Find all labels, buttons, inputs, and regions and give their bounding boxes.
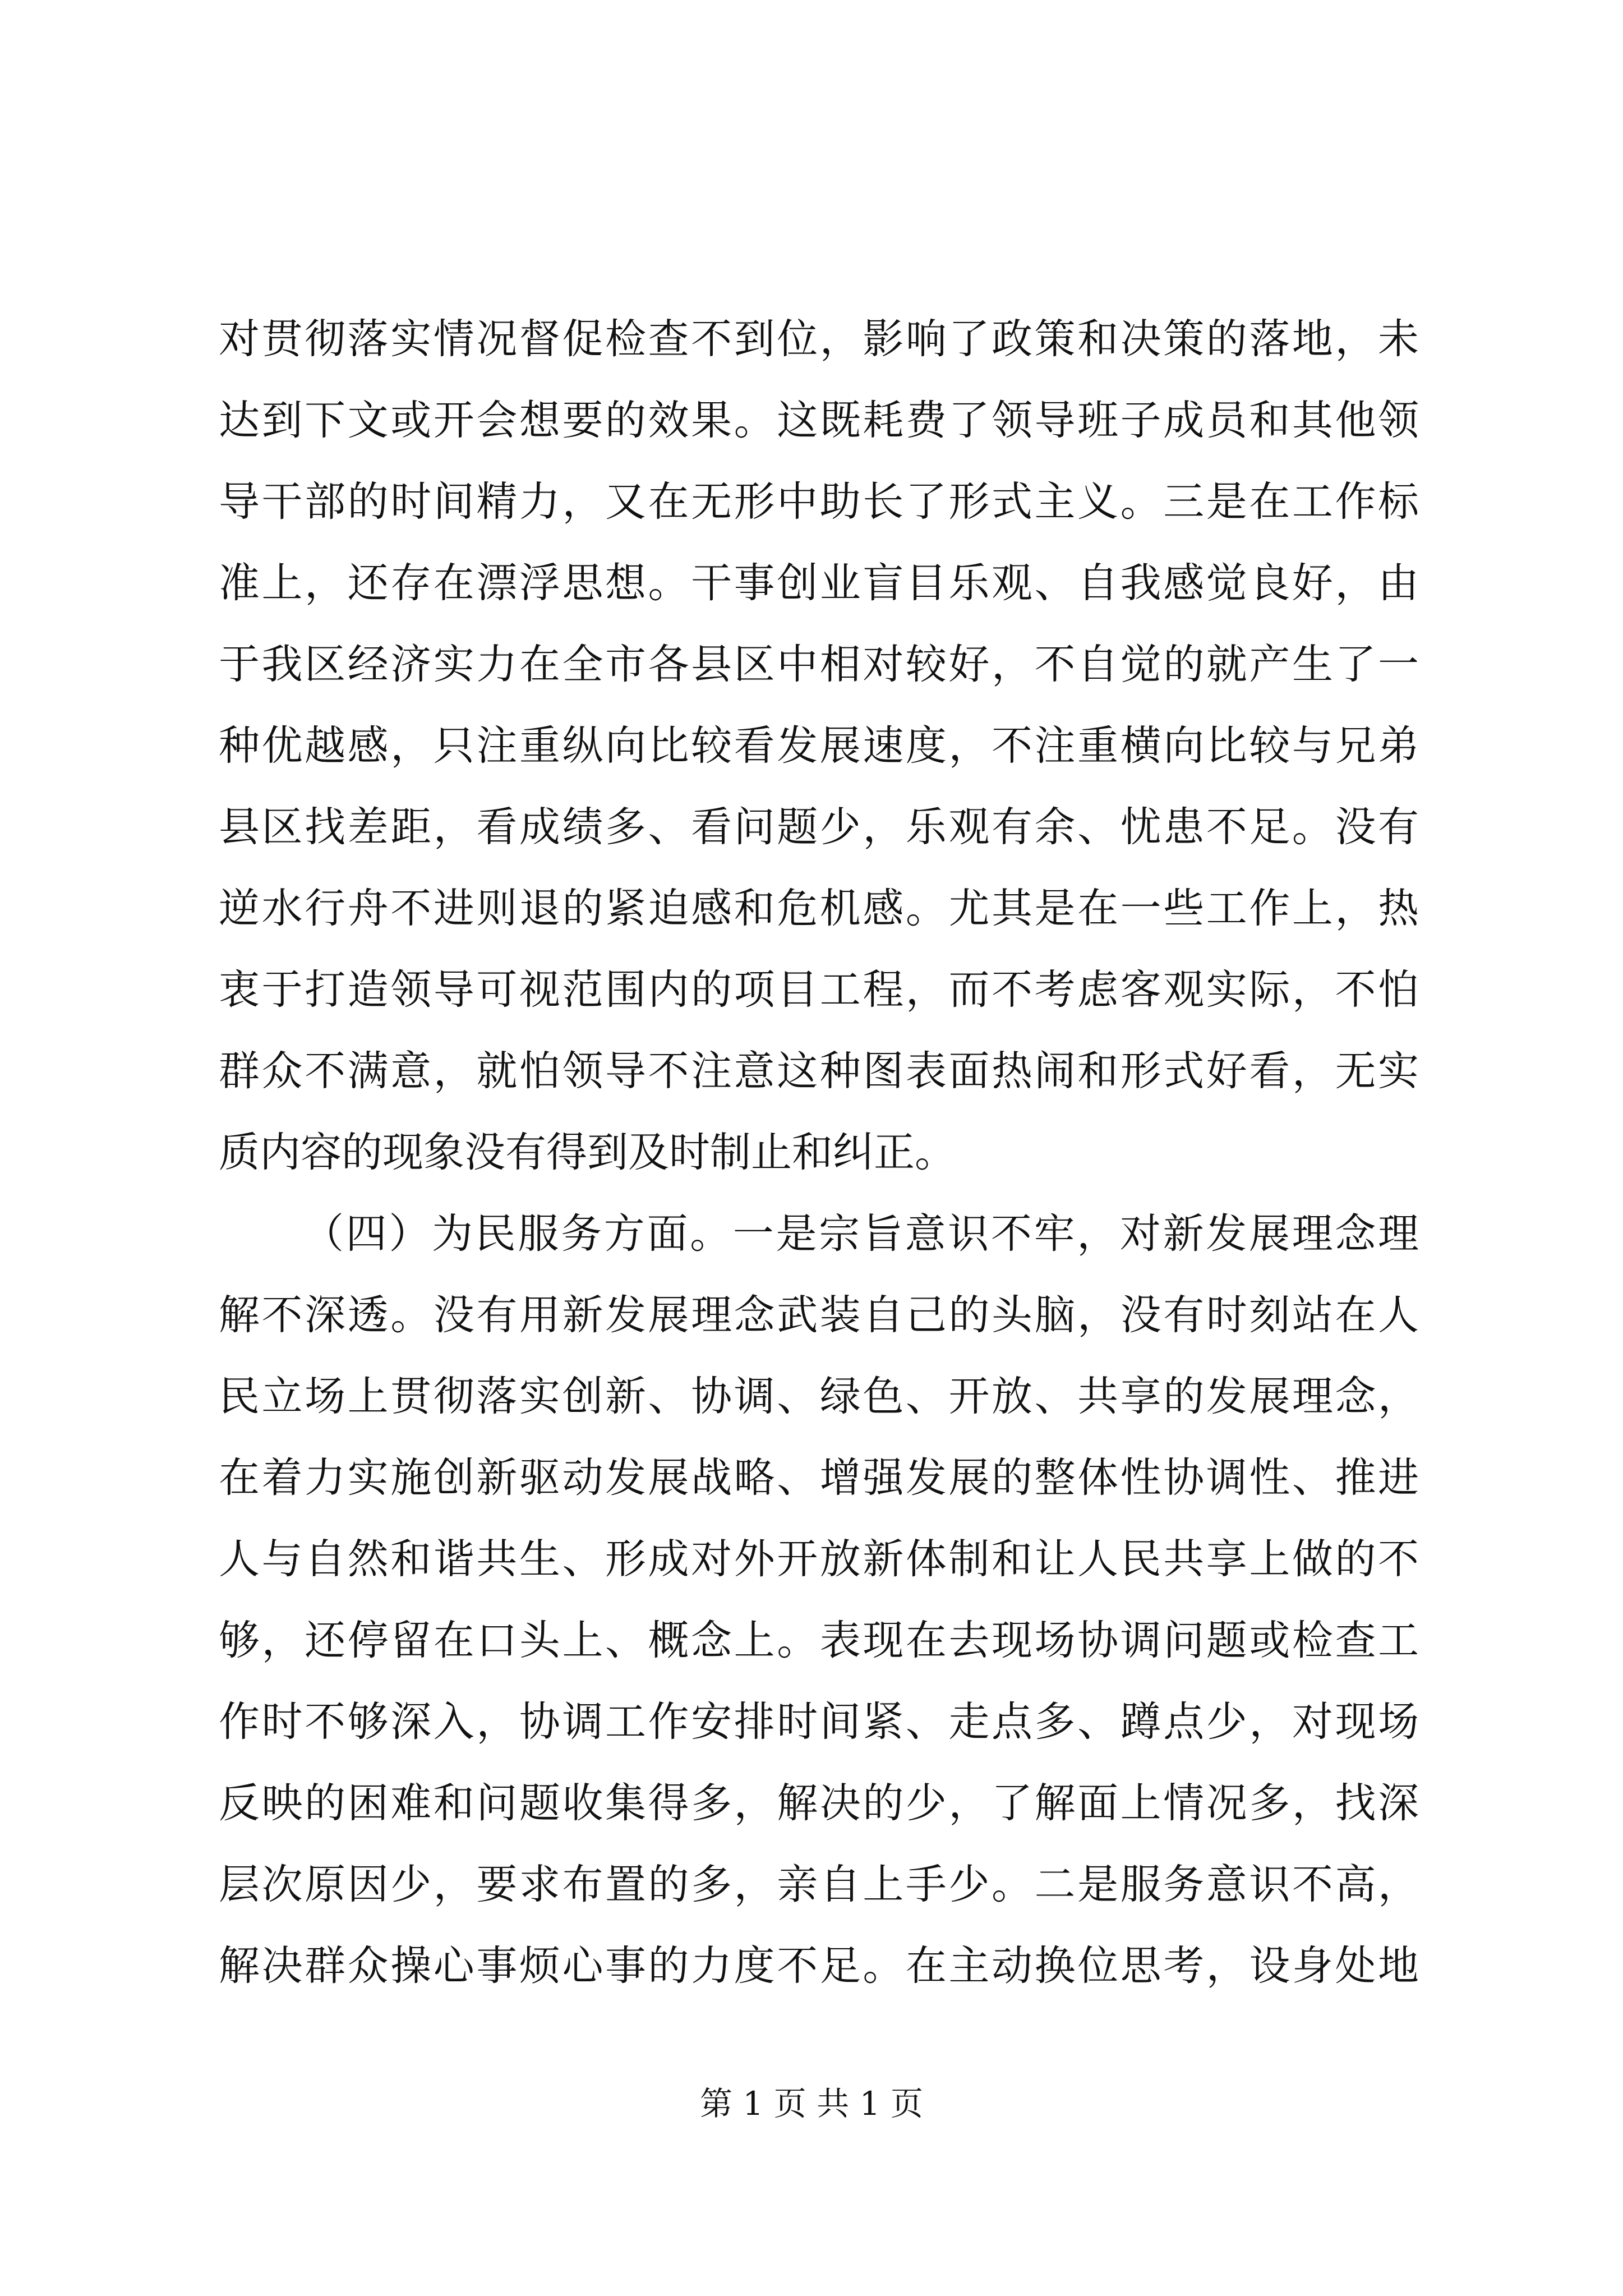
text-line: 逆水行舟不进则退的紧迫感和危机感。尤其是在一些工作上，热 xyxy=(219,885,1419,932)
text-line: 群众不满意，就怕领导不注意这种图表面热闹和形式好看，无实 xyxy=(219,1047,1419,1095)
page-number-footer: 第 1 页 共 1 页 xyxy=(700,2085,923,2123)
text-line: 质内容的现象没有得到及时制止和纠正。 xyxy=(219,1129,956,1176)
text-line: 对贯彻落实情况督促检查不到位，影响了政策和决策的落地，未 xyxy=(219,315,1419,363)
text-line: 够，还停留在口头上、概念上。表现在去现场协调问题或检查工 xyxy=(219,1617,1419,1664)
text-line: 在着力实施创新驱动发展战略、增强发展的整体性协调性、推进 xyxy=(219,1454,1419,1502)
text-line: 导干部的时间精力，又在无形中助长了形式主义。三是在工作标 xyxy=(219,478,1419,526)
text-line: 层次原因少，要求布置的多，亲自上手少。二是服务意识不高， xyxy=(219,1861,1419,1908)
text-line: 种优越感，只注重纵向比较看发展速度，不注重横向比较与兄弟 xyxy=(219,722,1419,770)
text-line: 解决群众操心事烦心事的力度不足。在主动换位思考，设身处地 xyxy=(219,1942,1419,1990)
text-line: 县区找差距，看成绩多、看问题少，乐观有余、忧患不足。没有 xyxy=(219,803,1419,851)
text-line: 准上，还存在漂浮思想。干事创业盲目乐观、自我感觉良好，由 xyxy=(219,559,1419,607)
text-line: 民立场上贯彻落实创新、协调、绿色、开放、共享的发展理念， xyxy=(219,1373,1419,1420)
text-line: 衷于打造领导可视范围内的项目工程，而不考虑客观实际，不怕 xyxy=(219,966,1419,1014)
text-line: 解不深透。没有用新发展理念武装自己的头脑，没有时刻站在人 xyxy=(219,1291,1419,1339)
paragraph-heading-line: （四）为民服务方面。一是宗旨意识不牢，对新发展理念理 xyxy=(303,1210,1419,1258)
text-line: 反映的困难和问题收集得多，解决的少，了解面上情况多，找深 xyxy=(219,1779,1419,1827)
text-line: 人与自然和谐共生、形成对外开放新体制和让人民共享上做的不 xyxy=(219,1535,1419,1583)
text-line: 于我区经济实力在全市各县区中相对较好，不自觉的就产生了一 xyxy=(219,641,1419,688)
text-line: 作时不够深入，协调工作安排时间紧、走点多、蹲点少，对现场 xyxy=(219,1698,1419,1746)
text-line: 达到下文或开会想要的效果。这既耗费了领导班子成员和其他领 xyxy=(219,397,1419,444)
